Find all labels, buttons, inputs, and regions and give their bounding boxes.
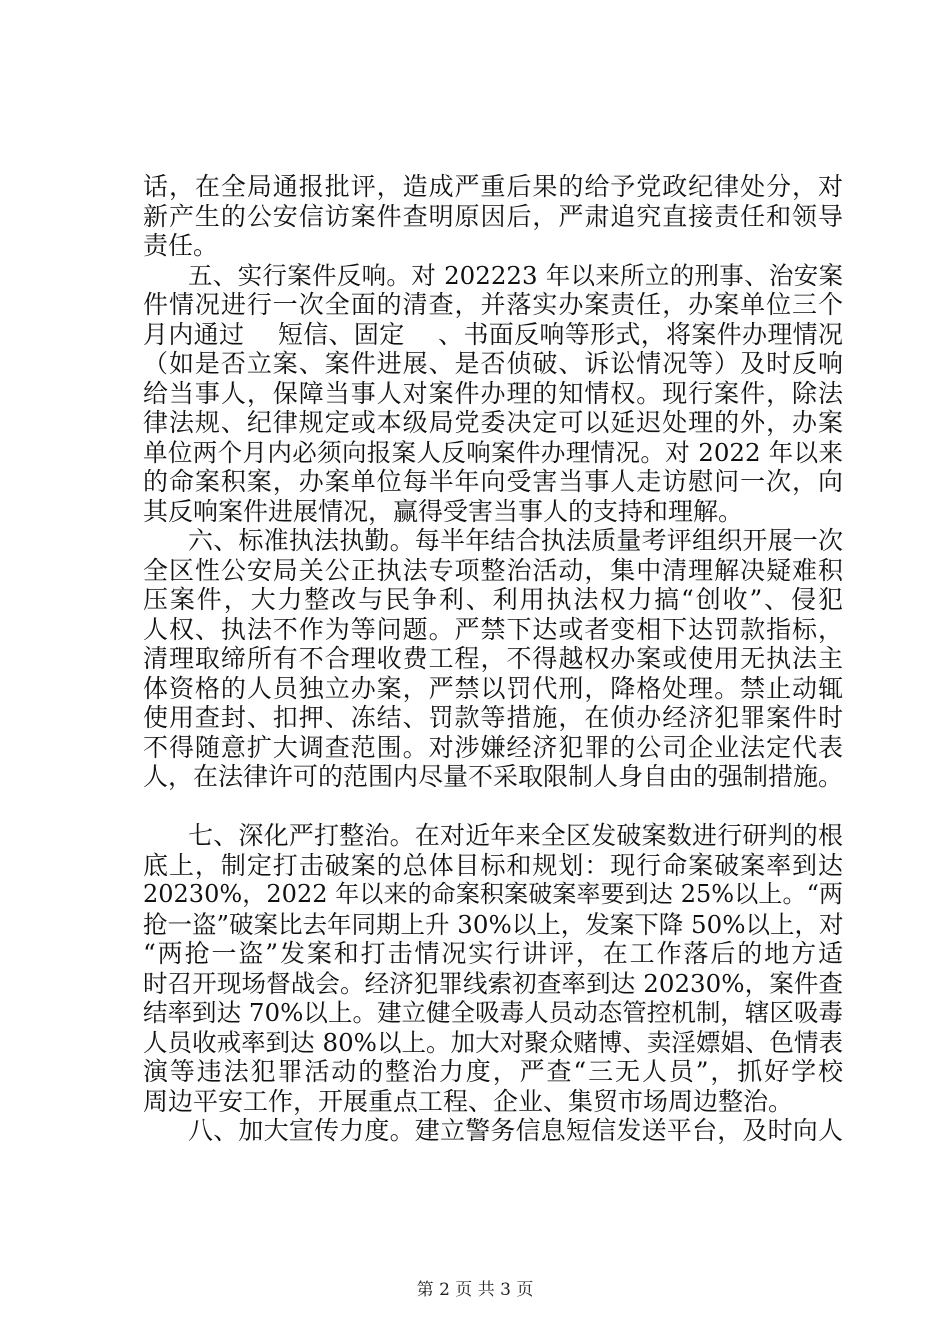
text-line: 时召开现场督战会。经济犯罪线索初查率到达 20230%，案件查: [143, 968, 843, 998]
text-line: 责任。: [143, 231, 219, 260]
text-line: 结率到达 70%以上。建立健全吸毒人员动态管控机制，辖区吸毒: [143, 998, 843, 1027]
text-line: 人，在法律许可的范围内尽量不采取限制人身自由的强制措施。: [143, 762, 844, 791]
text-line: 人权、执法不作为等问题。严禁下达或者变相下达罚款指标，: [143, 614, 843, 644]
text-line: 件情况进行一次全面的清查，并落实办案责任，办案单位三个: [143, 290, 843, 319]
text-line: 单位两个月内必须向报案人反响案件办理情况。对 2022 年以来: [143, 437, 843, 467]
text-line: 六、标准执法执勤。每半年结合执法质量考评组织开展一次: [188, 526, 843, 555]
text-line: 其反响案件进展情况，赢得受害当事人的支持和理解。: [143, 496, 744, 526]
text-line: 清理取缔所有不合理收费工程，不得越权办案或使用无执法主: [143, 644, 843, 673]
text-line: 体资格的人员独立办案，严禁以罚代刑，降格处理。禁止动辄: [143, 673, 843, 703]
text-line: 给当事人，保障当事人对案件办理的知情权。现行案件，除法: [143, 378, 843, 408]
text-line: 五、实行案件反响。对 202223 年以来所立的刑事、治安案: [188, 260, 843, 290]
text-line: 20230%，2022 年以来的命案积案破案率要到达 25%以上。“两: [143, 880, 843, 908]
text-line: 人员收戒率到达 80%以上。加大对聚众赌博、卖淫嫖娼、色情表: [143, 1027, 843, 1057]
text-line: 月内通过 短信、固定 、书面反响等形式，将案件办理情况: [143, 319, 843, 349]
text-line: 压案件，大力整改与民争利、利用执法权力搞“创收”、侵犯: [143, 585, 843, 614]
page-footer: 第 2 页 共 3 页: [416, 1280, 534, 1300]
text-line: （如是否立案、案件进展、是否侦破、诉讼情况等）及时反响: [143, 349, 843, 378]
text-line: 新产生的公安信访案件查明原因后，严肃追究直接责任和领导: [143, 201, 843, 231]
text-line: 的命案积案，办案单位每半年向受害当事人走访慰问一次，向: [143, 467, 843, 496]
text-line: 话，在全局通报批评，造成严重后果的给予党政纪律处分，对: [143, 172, 843, 201]
text-line: 使用查封、扣押、冻结、罚款等措施，在侦办经济犯罪案件时: [143, 703, 843, 732]
text-line: 律法规、纪律规定或本级局党委决定可以延迟处理的外，办案: [143, 408, 843, 437]
document-body: [143, 172, 843, 1146]
text-line: 演等违法犯罪活动的整治力度，严查“三无人员”，抓好学校: [143, 1057, 843, 1086]
text-line: 八、加大宣传力度。建立警务信息短信发送平台，及时向人: [188, 1116, 843, 1145]
paragraph-gap: [143, 792, 843, 822]
text-line: 抢一盗”破案比去年同期上升 30%以上，发案下降 50%以上，对: [143, 909, 844, 939]
text-line: 周边平安工作，开展重点工程、企业、集贸市场周边整治。: [143, 1086, 794, 1116]
text-line: 不得随意扩大调查范围。对涉嫌经济犯罪的公司企业法定代表: [143, 732, 843, 762]
text-line: 底上，制定打击破案的总体目标和规划：现行命案破案率到达: [143, 850, 843, 880]
text-line: “两抢一盗”发案和打击情况实行讲评，在工作落后的地方适: [143, 939, 843, 968]
text-line: 全区性公安局关公正执法专项整治活动，集中清理解决疑难积: [143, 555, 843, 585]
text-line: 七、深化严打整治。在对近年来全区发破案数进行研判的根: [188, 821, 843, 850]
